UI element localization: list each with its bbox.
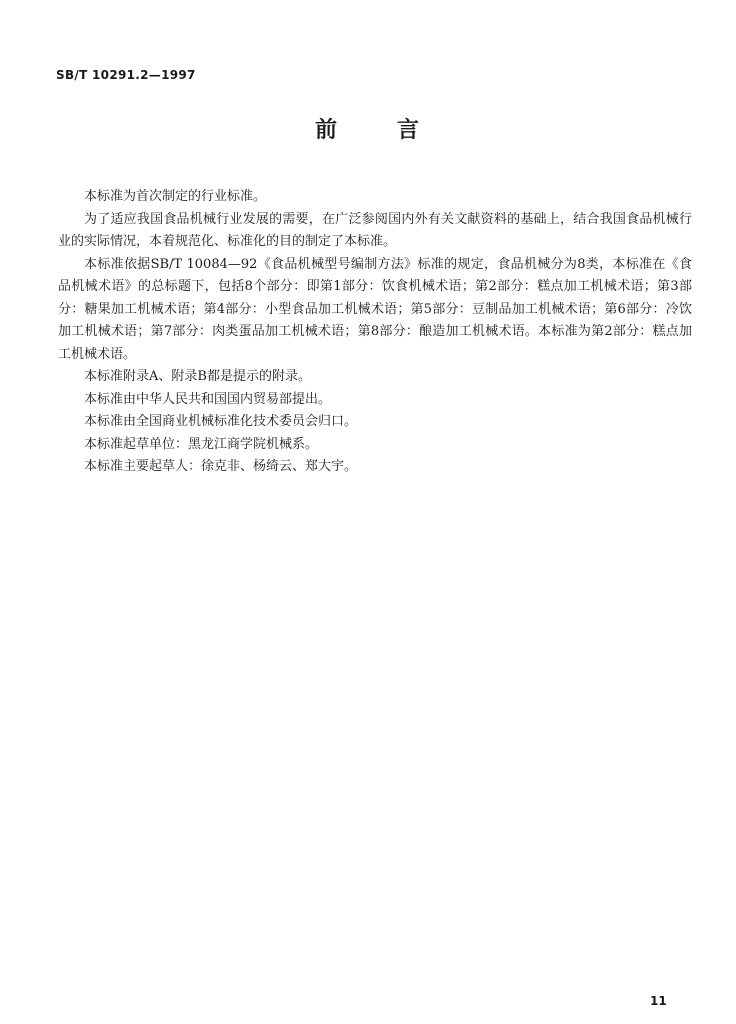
- page-title-char-2: 言: [397, 117, 422, 143]
- paragraph-administered-by: 本标准由全国商业机械标准化技术委员会归口。: [84, 414, 358, 429]
- paragraph-first-formulation: 本标准为首次制定的行业标准。: [84, 189, 267, 204]
- page-title-char-1: 前: [314, 117, 339, 143]
- paragraph-proposed-by: 本标准由中华人民共和国国内贸易部提出。: [84, 391, 332, 407]
- paragraph-appendices: 本标准附录A、附录B都是提示的附录。: [84, 369, 311, 384]
- paragraph-purpose: 为了适应我国食品机械行业发展的需要，在广泛参阅国内外有关文献资料的基础上，结合我国食品机械行业的实际情况，本着规范化、标准化的目的制定了本标准。: [58, 211, 692, 249]
- standard-code: SB/T 10291.2—1997: [56, 68, 196, 82]
- paragraph-drafting-unit: 本标准起草单位：黑龙江商学院机械系。: [84, 436, 319, 452]
- page-title: [0, 113, 736, 144]
- paragraph-scope-parts: 本标准依据SB/T 10084—92《食品机械型号编制方法》标准的规定，食品机械分为8类，本标准在《食品机械术语》的总标题下，包括8个部分：即第1部分：饮食机械术语；第2部分：糕点加工机械术语；第3部分：糖果加工机械术语；第4部分：小型食品加工机械术语；第5部分：豆制品加工机械术语；第6部分：冷饮加工机械术语；第7部分：肉类蛋品加工机械术语；第8部分：酿造加工机械术语。本标准为第2部分：糕点加工机械术语。: [58, 256, 692, 362]
- page-number: 11: [650, 994, 667, 1008]
- paragraph-drafters: 本标准主要起草人：徐克非、杨绮云、郑大宇。: [84, 459, 358, 474]
- foreword-body: [58, 186, 692, 479]
